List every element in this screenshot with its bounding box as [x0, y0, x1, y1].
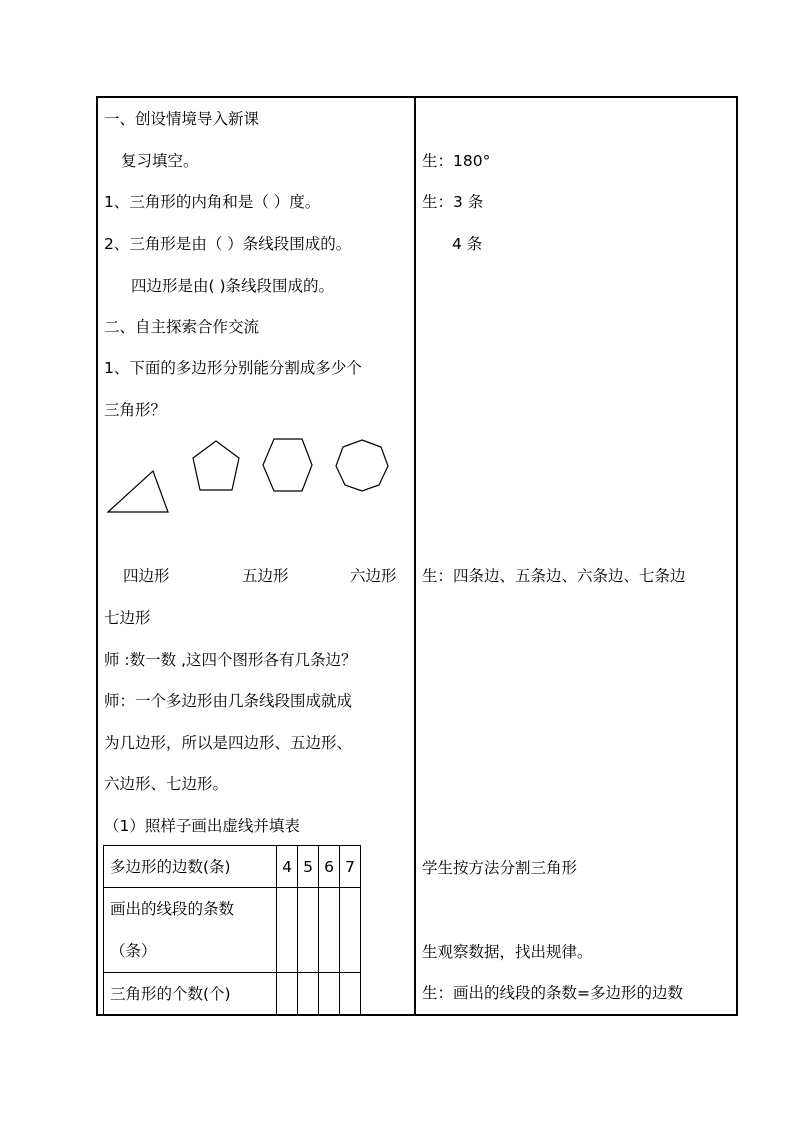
question-3-line1: 1、下面的多边形分别能分割成多少个 [104, 359, 362, 377]
hexagon-shape [263, 439, 312, 491]
pentagon-shape [193, 441, 239, 490]
table-cell-empty[interactable] [319, 973, 340, 1015]
heptagon-shape [336, 440, 388, 491]
task-instruction: （1）照样子画出虚线并填表 [104, 817, 300, 835]
table-cell-empty[interactable] [340, 888, 361, 973]
table-cell-empty[interactable] [277, 888, 298, 973]
table-cell-empty[interactable] [277, 973, 298, 1015]
quadrilateral-shape [108, 471, 168, 512]
table-label-segments [104, 888, 277, 973]
question-2b: 四边形是由( )条线段围成的。 [131, 277, 335, 295]
question-3-line2: 三角形？ [104, 401, 167, 419]
section2-title: 二、自主探索合作交流 [104, 318, 260, 336]
student-conclusion: 生：画出的线段的条数=多边形的边数 [422, 984, 683, 1002]
column-divider [414, 96, 416, 1016]
table-cell-sides-5: 5 [298, 846, 319, 888]
table-cell-empty[interactable] [298, 973, 319, 1015]
polygon-figures [100, 430, 400, 530]
shape-label-heptagon: 七边形 [104, 609, 151, 627]
question-2: 2、三角形是由（ ）条线段围成的。 [104, 235, 352, 253]
student-activity: 学生按方法分割三角形 [422, 859, 578, 877]
table-label-segments-line1: 画出的线段的条数 [110, 900, 235, 918]
question-1: 1、三角形的内角和是（ ）度。 [104, 193, 321, 211]
table-cell-sides-6: 6 [319, 846, 340, 888]
table-cell-sides-7: 7 [340, 846, 361, 888]
shape-label-quadrilateral: 四边形 [123, 567, 170, 585]
review-heading: 复习填空。 [121, 152, 199, 170]
table-row [104, 973, 361, 1015]
table-row [104, 888, 361, 973]
table-label-sides: 多边形的边数(条) [104, 846, 277, 888]
section1-title: 一、创设情境导入新课 [104, 110, 260, 128]
teacher-line-3: 为几边形，所以是四边形、五边形、 [104, 734, 353, 752]
table-label-segments-line2: （条） [110, 942, 157, 960]
student-observation: 生观察数据，找出规律。 [422, 943, 593, 961]
table-cell-sides-4: 4 [277, 846, 298, 888]
table-cell-empty[interactable] [298, 888, 319, 973]
table-cell-empty[interactable] [340, 973, 361, 1015]
answer-edge-counts: 生：四条边、五条边、六条边、七条边 [422, 567, 686, 585]
teacher-line-1: 师 :数一数 ,这四个图形各有几条边？ [104, 651, 357, 669]
answer-triangle-segments: 生：3 条 [422, 193, 484, 211]
shape-label-hexagon: 六边形 [350, 567, 397, 585]
fill-in-table [103, 845, 361, 1015]
teacher-line-4: 六边形、七边形。 [104, 775, 229, 793]
shape-label-pentagon: 五边形 [242, 567, 289, 585]
table-row [104, 846, 361, 888]
teacher-line-2: 师：一个多边形由几条线段围成就成 [104, 692, 353, 710]
table-cell-empty[interactable] [319, 888, 340, 973]
answer-angle-sum: 生：180° [422, 152, 491, 170]
table-label-triangles: 三角形的个数(个) [104, 973, 277, 1015]
answer-quadrilateral-segments: 4 条 [452, 235, 483, 253]
